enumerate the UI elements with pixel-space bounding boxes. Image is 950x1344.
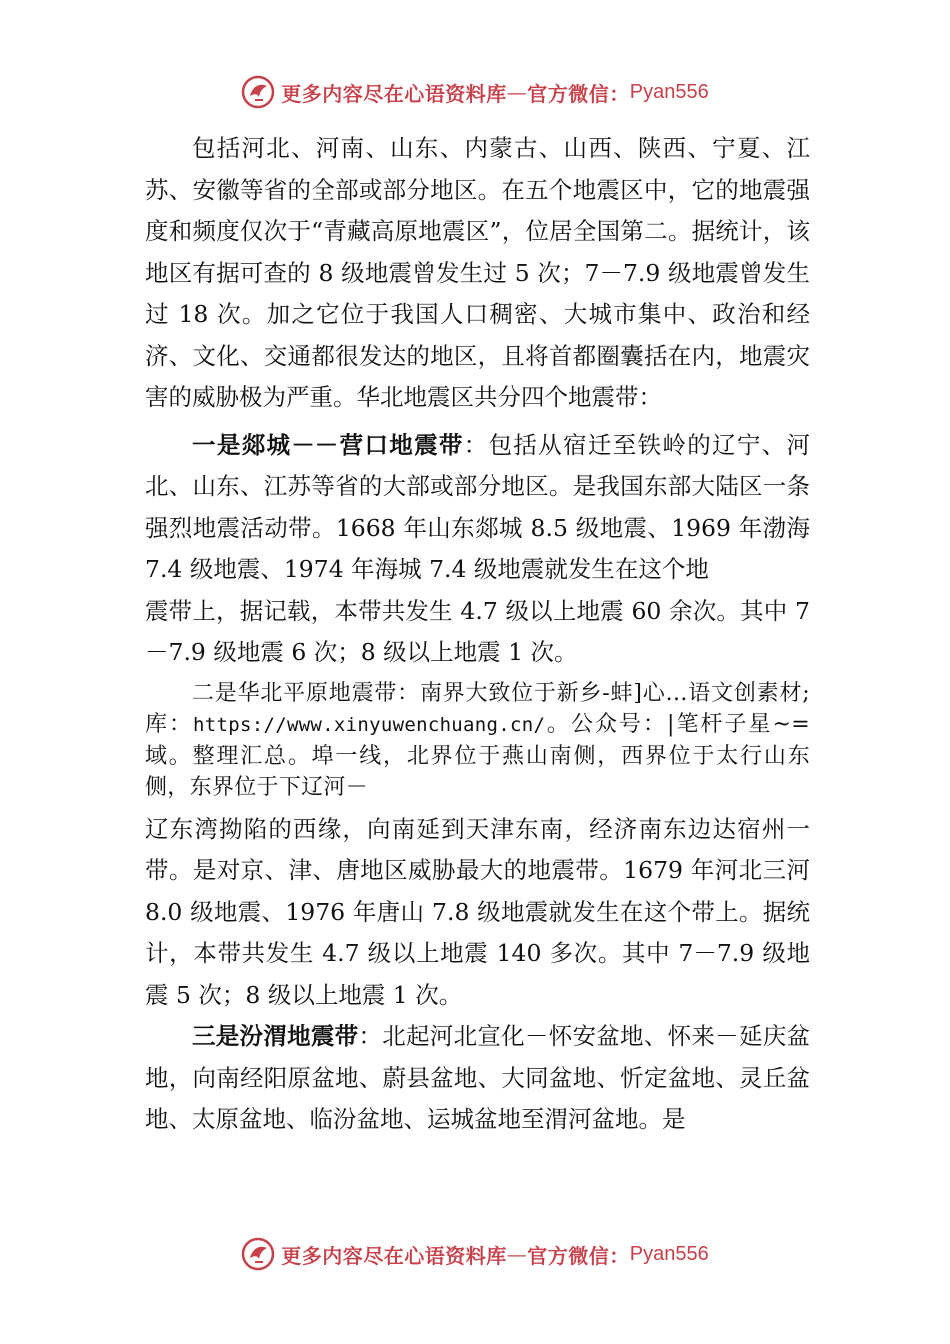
header-banner xyxy=(0,70,950,114)
document-body xyxy=(145,128,810,1141)
paragraph-plain-text-b: 。公众号：|笔杆子星~=域。整理汇总。埠一线，北界位于燕山南侧，西界位于太行山东侧，东界位于下辽河－ xyxy=(145,711,810,800)
banner-dash: — xyxy=(506,80,528,104)
paragraph-plain-text-a: 二是华北平原地震带：南界大致位于新乡-蚌]心…语文创素材;库： xyxy=(145,680,810,737)
section-heading-fenwei: 三是汾渭地震带 xyxy=(192,1022,359,1050)
paragraph-tancheng-continued: 震带上，据记载，本带共发生 4.7 级以上地震 60 余次。其中 7－7.9 级地震 6 次；8 级以上地震 1 次。 xyxy=(145,596,810,666)
paragraph-overview: 包括河北、河南、山东、内蒙古、山西、陕西、宁夏、江苏、安徽等省的全部或部分地区。在五个地震区中，它的地震强度和频度仅次于“青藏高原地震区”，位居全国第二。据统计，该地区有据可查的 8 级地震曾发生过 5 次；7－7.9 级地震曾发生过 18 次。加之它位于我国人口稠密、大城市集中、政治和经济、文化、交通都很发达的地区，且将首都圈囊括在内，地震灾害的威胁极为严重。华北地震区共分四个地震带： xyxy=(145,134,810,411)
banner-dash: — xyxy=(506,1242,528,1266)
watermark-url: https://www.xinyuwenchuang.cn/ xyxy=(193,713,546,736)
banner-title: 更多内容尽在心语资料库 xyxy=(281,1243,507,1268)
paragraph-tancheng-yingkou xyxy=(145,425,810,591)
paragraph-fenwei xyxy=(145,1016,810,1141)
logo-icon xyxy=(241,1237,275,1271)
banner-official: 官方微信： xyxy=(527,1243,630,1268)
banner-official: 官方微信： xyxy=(527,81,630,106)
banner-title: 更多内容尽在心语资料库 xyxy=(281,81,507,106)
footer-banner xyxy=(0,1232,950,1276)
paragraph-tancheng-body: ：包括从宿迁至铁岭的辽宁、河北、山东、江苏等省的大部或部分地区。是我国东部大陆区一条强烈地震活动带。1668 年山东郯城 8.5 级地震、1969 年渤海 7.4 级地震、1974 年海城 7.4 级地震就发生在这个地 xyxy=(145,430,811,583)
logo-icon xyxy=(241,75,275,109)
paragraph-plain-continued: 辽东湾拗陷的西缘，向南延到天津东南，经济南东边达宿州一带。是对京、津、唐地区威胁最大的地震带。1679 年河北三河 8.0 级地震、1976 年唐山 7.8 级地震就发生在这个带上。据统计，本带共发生 4.7 级以上地震 140 多次。其中 7－7.9 级地震 5 次；8 级以上地震 1 次。 xyxy=(145,814,810,1009)
paragraph-north-china-plain xyxy=(145,678,810,803)
banner-wechat-id: Pyan556 xyxy=(629,80,709,103)
banner-wechat-id: Pyan556 xyxy=(629,1242,709,1265)
section-heading-tancheng: 一是郯城－－营口地震带 xyxy=(192,430,464,459)
paragraph-fenwei-body: ：北起河北宣化－怀安盆地、怀来－延庆盆地，向南经阳原盆地、蔚县盆地、大同盆地、忻定盆地、灵丘盆地、太原盆地、临汾盆地、运城盆地至渭河盆地。是 xyxy=(145,1022,811,1133)
